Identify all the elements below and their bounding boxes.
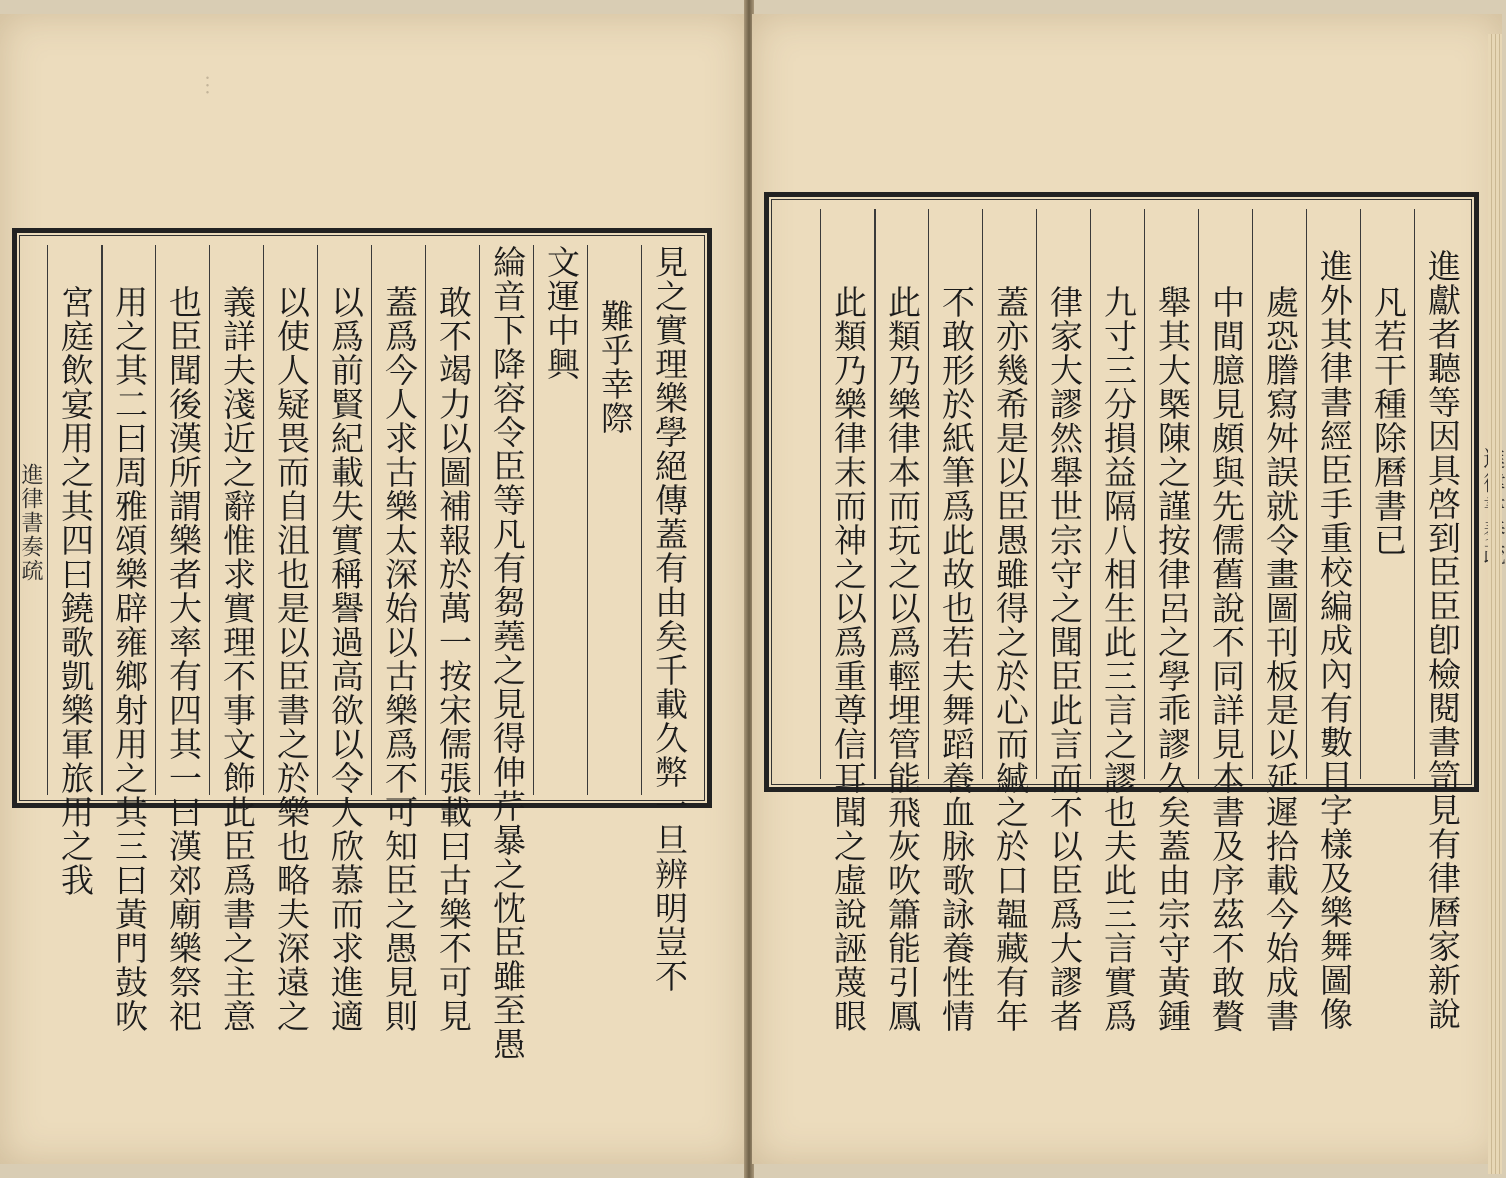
left-column-7: 以爲前賢紀載失實稱譽過高欲以令人欣慕而求進適 — [317, 245, 372, 795]
right-column-3: 進外其律書經臣手重校編成內有數目字樣及樂舞圖像 — [1306, 209, 1361, 779]
right-column-11: 此類乃樂律本而玩之以爲輕埋管能飛灰吹簫能引鳳 — [874, 209, 929, 779]
right-column-1: 進獻者聽等因具啓到臣臣卽檢閱書笥見有律曆家新說 — [1414, 209, 1469, 779]
right-page-frame — [764, 192, 1479, 1033]
right-column-2: 凡若干種除曆書已 — [1360, 209, 1415, 779]
right-column-4: 處恐謄寫舛誤就令畫圖刊板是以延遲拾載今始成書 — [1252, 209, 1307, 779]
left-column-5: 敢不竭力以圖補報於萬一按宋儒張載曰古樂不可見 — [425, 245, 480, 795]
right-column-6: 舉其大槩陳之謹按律呂之學乖謬久矣蓋由宗守黃鍾 — [1144, 209, 1199, 779]
right-column-12: 此類乃樂律末而神之以爲重尊信耳聞之虛說誣蔑眼 — [820, 209, 876, 779]
left-margin-title: 進律書奏疏 — [18, 463, 43, 583]
left-column-10: 也臣聞後漢所謂樂者大率有四其一曰漢郊廟樂祭祀 — [155, 245, 210, 795]
left-column-12: 宮庭飲宴用之其四曰鐃歌凱樂軍旅用之我 — [47, 245, 103, 795]
right-column-10: 不敢形於紙筆爲此故也若夫舞蹈養血脉歌詠養性情 — [928, 209, 983, 779]
left-column-6: 蓋爲今人求古樂太深始以古樂爲不可知臣之愚見則 — [371, 245, 426, 795]
left-column-4: 綸音下降容令臣等凡有芻蕘之見得伸芹暴之忱臣雖至愚 — [479, 245, 534, 795]
left-column-1: 見之實理樂學絕傳蓋有由矣千載久弊一旦辨明豈不 — [641, 245, 696, 795]
bleed-through-text: ︙ — [193, 74, 218, 102]
left-column-8: 以使人疑畏而自沮也是以臣書之於樂也略夫深遠之 — [263, 245, 318, 795]
left-column-3: 文運中興 — [533, 245, 588, 795]
left-page-frame — [12, 228, 712, 1061]
right-column-8: 律家大謬然舉世宗守之聞臣此言而不以臣爲大謬者 — [1036, 209, 1091, 779]
right-column-5: 中間臆見頗與先儒舊說不同詳見本書及序茲不敢贅 — [1198, 209, 1253, 779]
right-column-9: 蓋亦幾希是以臣愚雖得之於心而緘之於口韞藏有年 — [982, 209, 1037, 779]
left-page — [0, 14, 746, 1164]
left-column-9: 義詳夫淺近之辭惟求實理不事文飾此臣爲書之主意 — [209, 245, 264, 795]
left-column-2: 難乎幸際 — [587, 245, 642, 795]
right-column-7: 九寸三分損益隔八相生此三言之謬也夫此三言實爲 — [1090, 209, 1145, 779]
right-page-edge — [1488, 34, 1502, 1174]
left-column-11: 用之其二曰周雅頌樂辟雍鄉射用之其三曰黃門鼓吹 — [101, 245, 156, 795]
right-page — [752, 14, 1502, 1164]
